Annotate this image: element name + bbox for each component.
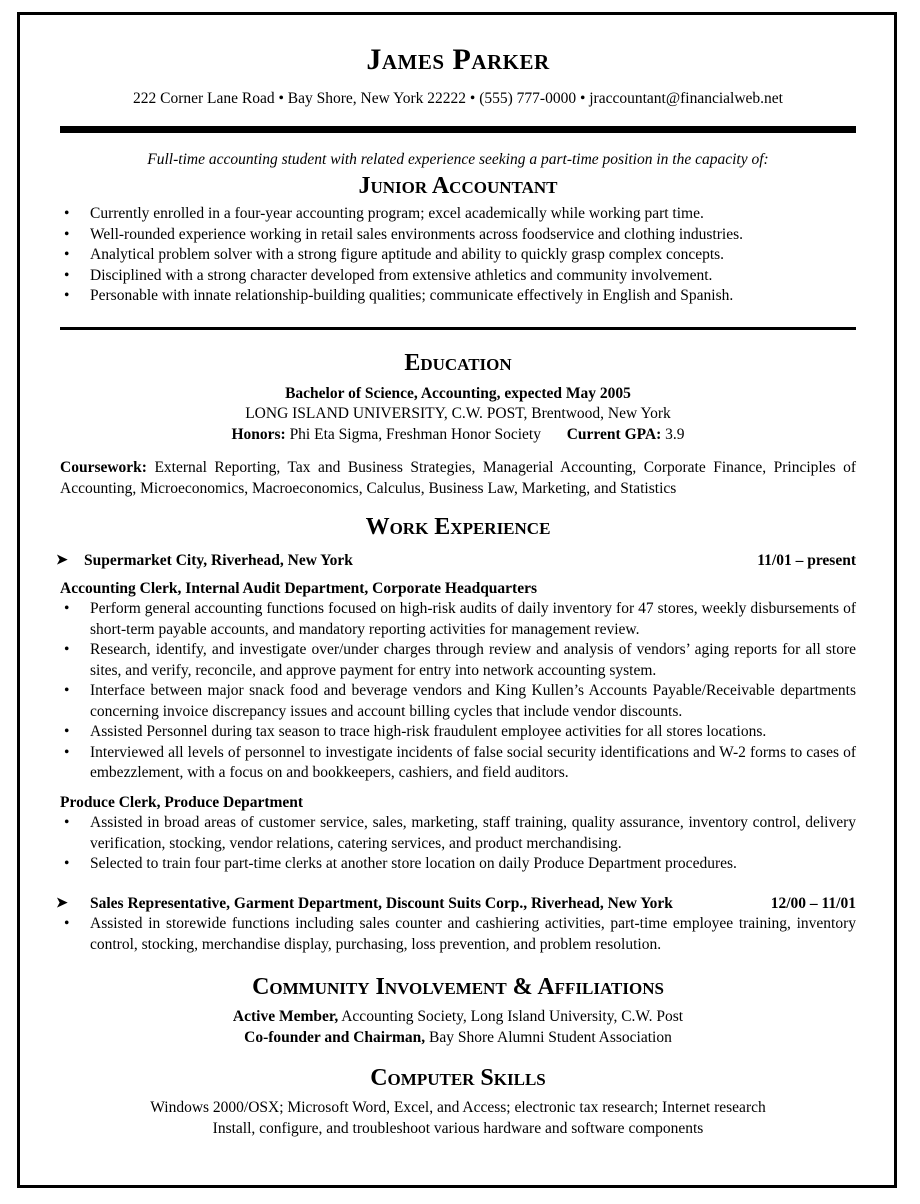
- list-item: • Currently enrolled in a four-year accounting program; excel academically while working part time.: [60, 204, 856, 225]
- affiliation-line: [60, 1028, 856, 1049]
- honors-line: [60, 425, 856, 446]
- degree: Bachelor of Science, Accounting, expected May 2005: [285, 384, 631, 402]
- skills-line: Windows 2000/OSX; Microsoft Word, Excel, and Access; electronic tax research; Internet research: [150, 1099, 766, 1116]
- gpa-label: Current GPA:: [566, 425, 662, 443]
- target-position-title: Junior Accountant: [358, 173, 558, 199]
- candidate-name: James Parker: [366, 43, 550, 76]
- summary-divider: [60, 327, 856, 330]
- employer-header: [56, 551, 856, 572]
- coursework: [60, 458, 856, 499]
- arrow-right-icon: ➤: [56, 553, 68, 568]
- coursework-label: Coursework:: [60, 459, 147, 476]
- list-item: • Selected to train four part-time clerks at another store location on daily Produce Department procedures.: [60, 854, 856, 875]
- objective-intro: Full-time accounting student with related experience seeking a part-time position in the capacity of:: [147, 150, 769, 168]
- gpa-value: 3.9: [661, 425, 685, 443]
- list-item: • Interface between major snack food and beverage vendors and King Kullen’s Accounts Payable/Receivable departments concerning invoice discrepancy issues and account billing cycles that include vendor discounts.: [60, 681, 856, 722]
- arrow-right-icon: ➤: [56, 895, 68, 911]
- list-item: • Personable with innate relationship-building qualities; communicate effectively in English and Spanish.: [60, 286, 856, 307]
- honors-value: Phi Eta Sigma, Freshman Honor Society: [285, 425, 541, 443]
- school: LONG ISLAND UNIVERSITY, C.W. POST, Brentwood, New York: [245, 405, 671, 422]
- education-heading: Education: [404, 349, 512, 376]
- affiliation-line: [60, 1007, 856, 1028]
- affiliation-org: Accounting Society, Long Island University, C.W. Post: [338, 1008, 684, 1025]
- job-duties: [60, 599, 856, 784]
- list-item: • Assisted in storewide functions including sales counter and cashiering activities, part-time employee training, inventory control, stocking, merchandise display, purchasing, loss prevention, and problem resolution.: [60, 914, 856, 955]
- employment-dates: 12/00 – 11/01: [770, 894, 856, 912]
- employer-header: [56, 894, 856, 915]
- skills-line: Install, configure, and troubleshoot various hardware and software components: [212, 1119, 704, 1137]
- list-item: • Well-rounded experience working in retail sales environments across foodservice and clothing industries.: [60, 225, 856, 246]
- employer-name: Supermarket City, Riverhead, New York: [84, 552, 353, 569]
- job-duties: [60, 914, 856, 955]
- community-heading: Community Involvement & Affiliations: [252, 974, 664, 1000]
- summary-bullets: [60, 204, 856, 307]
- job-duties: [60, 813, 856, 875]
- list-item: • Interviewed all levels of personnel to investigate incidents of false social security identifications and W-2 forms to cases of embezzlement, with a focus on and bookkeepers, cashiers, and field auditors.: [60, 743, 856, 784]
- honors-label: Honors:: [231, 425, 286, 443]
- employer-name: Sales Representative, Garment Department, Discount Suits Corp., Riverhead, New York: [90, 894, 673, 912]
- list-item: • Analytical problem solver with a strong figure aptitude and ability to quickly grasp complex concepts.: [60, 245, 856, 266]
- job-title: Produce Clerk, Produce Department: [60, 793, 304, 811]
- affiliation-role: Active Member,: [232, 1008, 339, 1025]
- resume-content: [56, 15, 856, 1139]
- list-item: • Disciplined with a strong character developed from extensive athletics and community involvement.: [60, 266, 856, 287]
- job-title: Accounting Clerk, Internal Audit Department, Corporate Headquarters: [60, 579, 538, 597]
- work-experience-heading: Work Experience: [365, 514, 551, 540]
- list-item: • Perform general accounting functions focused on high-risk audits of daily inventory for 47 stores, weekly disbursements of short-term payable accounts, and mandatory reporting activities for management review.: [60, 599, 856, 640]
- employment-dates: 11/01 – present: [757, 552, 856, 569]
- contact-line: 222 Corner Lane Road • Bay Shore, New York 22222 • (555) 777-0000 • jraccountant@financialweb.net: [133, 90, 783, 107]
- computer-skills-heading: Computer Skills: [370, 1065, 546, 1091]
- list-item: • Research, identify, and investigate over/under charges through review and analysis of vendors’ aging reports for all store sites, and verify, reconcile, and approve payment for entry into network accounting system.: [60, 640, 856, 681]
- list-item: • Assisted Personnel during tax season to trace high-risk fraudulent employee activities for all stores locations.: [60, 722, 856, 743]
- coursework-value: External Reporting, Tax and Business Strategies, Managerial Accounting, Corporate Finance, Principles of Accounting, Microeconomics, Macroeconomics, Calculus, Business Law, Marketing, and Statistics: [60, 459, 856, 497]
- header-divider: [60, 126, 856, 133]
- resume-page: [17, 12, 897, 1188]
- affiliation-role: Co-founder and Chairman,: [244, 1028, 426, 1046]
- list-item: • Assisted in broad areas of customer service, sales, marketing, staff training, quality assurance, inventory control, delivery verification, stocking, vendor relations, catering services, and product merchandising.: [60, 813, 856, 854]
- affiliation-org: Bay Shore Alumni Student Association: [425, 1028, 672, 1046]
